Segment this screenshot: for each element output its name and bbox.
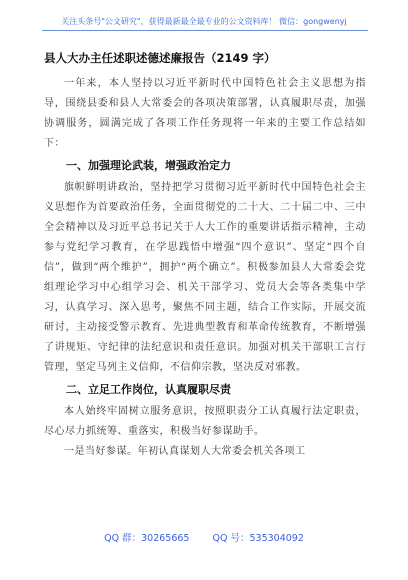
header-banner: 关注头条号"公文研究"，获得最新最全最专业的公文资料库！ 微信：gongwenyj <box>61 17 347 26</box>
section-2-paragraph-1: 本人始终牢固树立服务意识，按照职责分工认真履行法定职责，尽心尽力抓统筹、重落实，积极当好参谋助手。 <box>44 406 366 437</box>
footer-qq-group: QQ 群：30265665 <box>104 533 190 544</box>
section-heading-1: 一、加强理论武装，增强政治定力 <box>66 159 231 172</box>
footer-contact <box>0 530 408 544</box>
intro-paragraph: 一年来，本人坚持以习近平新时代中国特色社会主义思想为指导，围绕县委和县人大常委会的各项决策部署，认真履职尽责，加强协调服务，圆满完成了各项工作任务现将一年来的主要工作总结如下： <box>44 78 366 149</box>
document-body <box>44 42 366 462</box>
header-divider <box>42 30 368 31</box>
section-1-paragraph: 旗帜鲜明讲政治，坚持把学习贯彻习近平新时代中国特色社会主义思想作为首要政治任务，全面贯彻党的二十大、二十届二中、三中全会精神以及习近平总书记关于人大工作的重要讲话指示精神，主动参与党纪学习教育，在学思践悟中增强“四个意识”、坚定“四个自信”，做到“两个维护”，拥护“两个确立”。积极参加县人大常委会党组理论学习中心组学习会、机关干部学习、党员大会等各类集中学习，认真学习、深入思考，聚焦不同主题，结合工作实际，开展交流研讨，主动接受警示教育、先进典型教育和革命传统教育，不断增强了讲规矩、守纪律的法纪意识和责任意识。加强对机关干部职工言行管理，坚定马列主义信仰，不信仰宗教，坚决反对邪教。 <box>44 182 366 373</box>
document-title: 县人大办主任述职述德述廉报告（2149 字） <box>44 51 276 65</box>
section-2-paragraph-2: 一是当好参谋。年初认真谋划人大常委会机关各项工 <box>64 446 306 457</box>
footer-qq-number: QQ 号：535304092 <box>212 533 304 544</box>
section-heading-2: 二、立足工作岗位，认真履职尽责 <box>66 383 231 396</box>
